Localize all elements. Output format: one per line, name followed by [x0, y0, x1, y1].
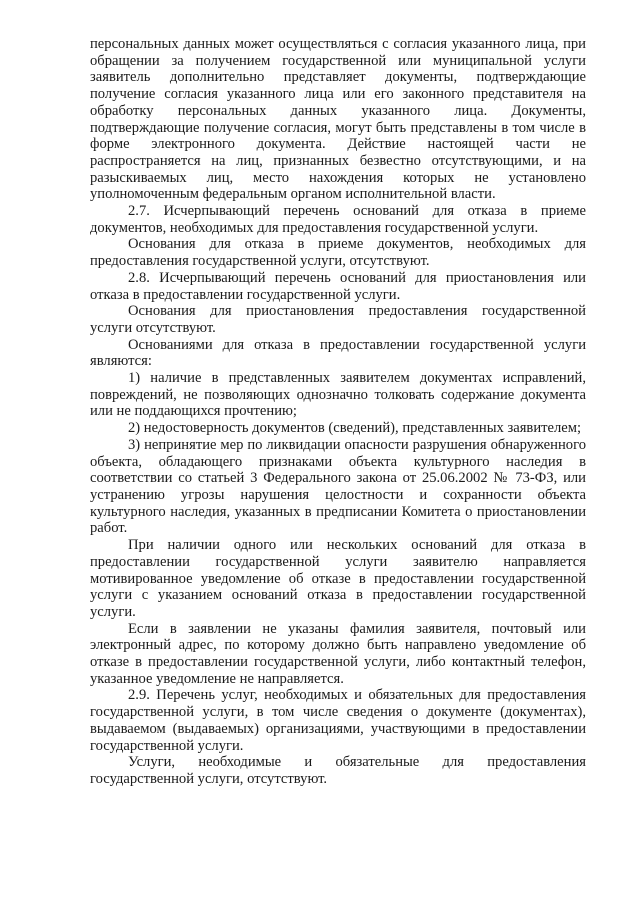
paragraph-no-required-services: Услуги, необходимые и обязательные для предоставления государственной услуги, отсутствуют. [90, 754, 586, 787]
paragraph-refusal-notice: При наличии одного или нескольких оснований для отказа в предоставлении государственной услуги заявителю направляется мотивированное уведомление об отказе в предоставлении государственной услуги с указанием оснований отказа в предоставлении государственной услуги. [90, 537, 586, 620]
paragraph-section-2-9: 2.9. Перечень услуг, необходимых и обязательных для предоставления государственной услуги, в том числе сведения о документе (документах), выдаваемом (выдаваемых) организациями, участвующими в предоставлении государственной услуги. [90, 687, 586, 754]
paragraph-refusal-ground-2: 2) недостоверность документов (сведений), представленных заявителем; [128, 420, 582, 437]
paragraph-refusal-ground-1: 1) наличие в представленных заявителем документах исправлений, повреждений, не позволяющих однозначно толковать содержание документа или не поддающихся прочтению; [90, 370, 586, 420]
paragraph-section-2-7: 2.7. Исчерпывающий перечень оснований для отказа в приеме документов, необходимых для предоставления государственной услуги. [90, 203, 586, 236]
paragraph-refusal-ground-3: 3) непринятие мер по ликвидации опасности разрушения обнаруженного объекта, обладающего признаками объекта культурного наследия в соответствии со статьей 3 Федерального закона от 25.06.2002 № 73-ФЗ, или устранению угрозы нарушения целостности и сохранности объекта культурного наследия, указанных в предписании Комитета о приостановлении работ. [90, 436, 586, 537]
paragraph-personal-data: персональных данных может осуществляться с согласия указанного лица, при обращении за получением государственной или муниципальной услуги заявитель дополнительно представляет документы, подтверждающие получение согласия указанного лица или его законного представителя на обработку персональных данных указанного лица. Документы, подтверждающие получение согласия, могут быть представлены в том числе в форме электронного документа. Действие настоящей части не распространяется на лиц, признанных безвестно отсутствующими, и на разыскиваемых лиц, место нахождения которых не установлено уполномоченным федеральным органом исполнительной власти. [90, 36, 586, 203]
paragraph-notice-not-sent: Если в заявлении не указаны фамилия заявителя, почтовый или электронный адрес, по которому должно быть направлено уведомление об отказе в предоставлении государственной услуги, либо контактный телефон, указанное уведомление не направляется. [90, 620, 586, 687]
paragraph-section-2-8: 2.8. Исчерпывающий перечень оснований для приостановления или отказа в предоставлении государственной услуги. [90, 269, 586, 303]
paragraph-refusal-grounds-intro: Основаниями для отказа в предоставлении государственной услуги являются: [90, 336, 586, 370]
paragraph-no-suspension-grounds: Основания для приостановления предоставления государственной услуги отсутствуют. [90, 303, 586, 336]
paragraph-no-refusal-grounds: Основания для отказа в приеме документов, необходимых для предоставления государственной услуги, отсутствуют. [90, 236, 586, 270]
